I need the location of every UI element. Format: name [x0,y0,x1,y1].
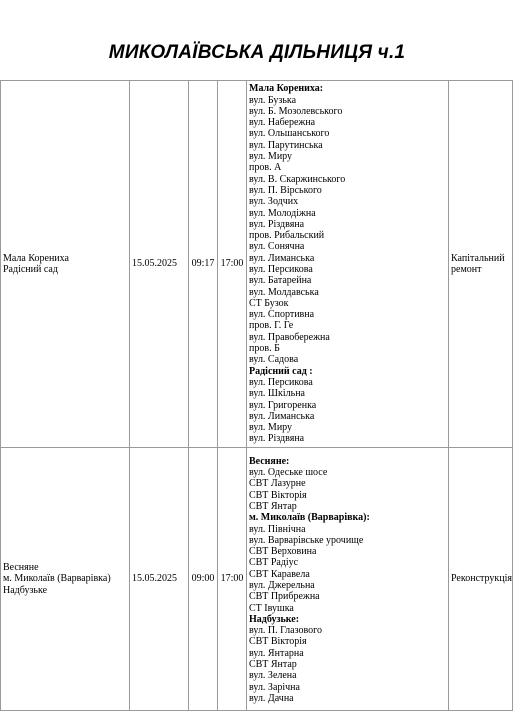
street-item: вул. Батарейна [249,275,312,287]
street-item: пров. Б [249,343,280,355]
street-item: вул. Янтарна [249,647,304,659]
work-type-cell: Капітальний ремонт [449,81,513,448]
street-item: СВТ Янтар [249,500,297,512]
street-item: вул. Молдавська [249,286,319,298]
street-item: вул. Північна [249,523,306,535]
street-item: вул. Григоренка [249,399,317,411]
street-item: СТ Бузок [249,297,289,309]
street-item: вул. Лиманська [249,410,315,422]
settlement-name: Надбузьке [3,584,48,596]
work-type-cell: Реконструкція [449,448,513,711]
street-item: СВТ Прибрежна [249,591,320,603]
street-item: СВТ Янтар [249,659,297,671]
street-item: вул. Сонячна [249,241,305,253]
street-item: СВТ Радіус [249,557,299,569]
streets-cell [247,81,449,448]
street-item: СВТ Вікторія [249,489,307,501]
street-item: вул. П. Глазового [249,625,323,637]
streets-cell [247,448,449,711]
locality-heading: Весняне: [249,455,290,467]
street-item: вул. Миру [249,151,293,163]
street-item: вул. Спортивна [249,309,315,321]
street-item: вул. Одеське шосе [249,467,328,479]
date-cell: 15.05.2025 [130,81,189,448]
street-item: вул. Правобережна [249,331,330,343]
street-item: СВТ Каравела [249,568,310,580]
street-item: вул. Молодіжна [249,207,316,219]
street-item: пров. Г. Ге [249,320,294,332]
street-item: вул. Лиманська [249,252,315,264]
table-row [1,81,513,448]
outage-table [0,80,513,711]
street-item: вул. Варварівське урочище [249,534,364,546]
street-item: вул. Миру [249,422,293,434]
street-item: вул. Бузька [249,94,297,106]
street-item: пров. А [249,162,282,174]
street-item: вул. Ольшанського [249,128,330,140]
settlement-name: м. Миколаїв (Варварівка) [3,573,111,585]
date-cell: 15.05.2025 [130,448,189,711]
street-item: вул. Персикова [249,376,313,388]
street-item: СТ Івушка [249,602,294,614]
settlement-name: Весняне [3,562,39,574]
street-item: пров. Рибальский [249,230,325,242]
street-item: СВТ Верховина [249,546,317,558]
page-title: МИКОЛАЇВСЬКА ДІЛЬНИЦЯ ч.1 [108,42,406,63]
start-time-cell: 09:00 [189,448,218,711]
street-item: вул. Різдвяна [249,433,305,445]
street-item: вул. Набережна [249,117,316,129]
settlements-cell [1,81,130,448]
street-item: вул. Зарічна [249,681,300,693]
table-row [1,448,513,711]
locality-heading: Радісний сад : [249,365,313,377]
settlement-name: Мала Корениха [3,252,69,264]
street-item: вул. Дачна [249,692,294,704]
street-item: вул. Шкільна [249,388,305,400]
street-item: вул. Персикова [249,264,313,275]
locality-heading: м. Миколаїв (Варварівка): [249,512,370,524]
settlements-cell [1,448,130,711]
street-item: вул. Б. Мозолевського [249,105,343,117]
street-item: вул. Парутинська [249,139,323,151]
locality-heading: Мала Корениха: [249,83,324,95]
street-item: вул. Різдвяна [249,218,305,230]
end-time-cell: 17:00 [218,81,247,448]
street-item: вул. П. Вірського [249,184,322,196]
street-item: СВТ Вікторія [249,636,307,648]
end-time-cell: 17:00 [218,448,247,711]
street-item: вул. Садова [249,354,299,366]
street-item: вул. Зодчих [249,196,299,208]
street-item: вул. Зелена [249,670,297,682]
locality-heading: Надбузьке: [249,613,300,625]
street-item: вул. Джерельна [249,580,315,591]
start-time-cell: 09:17 [189,81,218,448]
street-item: вул. В. Скаржинського [249,173,346,185]
settlement-name: Радісний сад [3,264,58,275]
street-item: СВТ Лазурне [249,478,306,490]
